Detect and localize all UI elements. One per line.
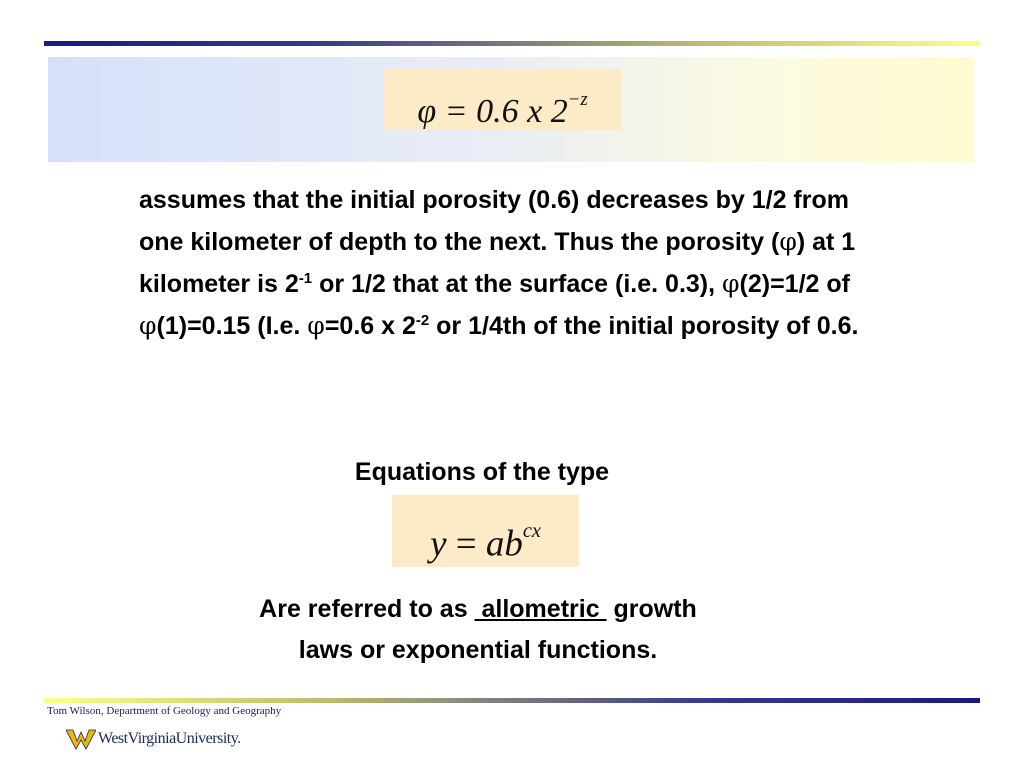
equation-lhs: y: [430, 523, 447, 565]
explanation-text-4: (2)=1/2 of: [739, 270, 850, 298]
closing-text-after: growth: [606, 595, 697, 623]
footer-credit: Tom Wilson, Department of Geology and Geography: [47, 705, 282, 717]
closing-line-2: laws or exponential functions.: [298, 636, 658, 664]
explanation-text-3: or 1/2 that at the surface (i.e. 0.3),: [312, 270, 723, 298]
exponent-neg-one: -1: [298, 270, 313, 287]
closing-line-1: [0, 589, 956, 630]
allometric-term: allometric: [474, 595, 607, 623]
equation-exponent: cx: [522, 520, 541, 542]
explanation-text-7: or 1/4th of the initial porosity of 0.6.: [429, 312, 859, 340]
closing-text-before: Are referred to as: [259, 595, 475, 623]
porosity-equation: [384, 69, 621, 130]
exponent-neg-two: -2: [415, 312, 430, 329]
explanation-text-6: =0.6 x 2: [324, 312, 416, 340]
wvu-logo: [66, 725, 241, 753]
flying-wv-icon: [66, 728, 96, 750]
explanation-text-5: (1)=0.15 (I.e.: [156, 312, 308, 340]
wvu-logo-text: WestVirginiaUniversity.: [98, 730, 241, 747]
phi-symbol: φ: [307, 311, 325, 340]
phi-symbol: φ: [139, 311, 157, 340]
closing-statement: [0, 589, 956, 671]
top-divider-bar: [44, 41, 980, 46]
bottom-divider-bar: [44, 698, 980, 703]
phi-symbol: φ: [722, 269, 740, 298]
equation-base: ab: [485, 523, 523, 565]
porosity-equation-base: φ = 0.6 x 2: [417, 92, 568, 130]
explanation-paragraph: [139, 180, 899, 347]
equals-sign: =: [446, 523, 486, 565]
phi-symbol: φ: [779, 227, 797, 256]
porosity-equation-exponent: −z: [567, 89, 588, 110]
equation-type-label: Equations of the type: [354, 458, 610, 486]
explanation-text-2: ) at 1 kilometer is 2: [139, 228, 856, 298]
explanation-text-1: assumes that the initial porosity (0.6) decreases by 1/2 from one kilometer of depth to the next. Thus the porosity (: [139, 186, 849, 256]
exponential-equation: [392, 495, 579, 567]
